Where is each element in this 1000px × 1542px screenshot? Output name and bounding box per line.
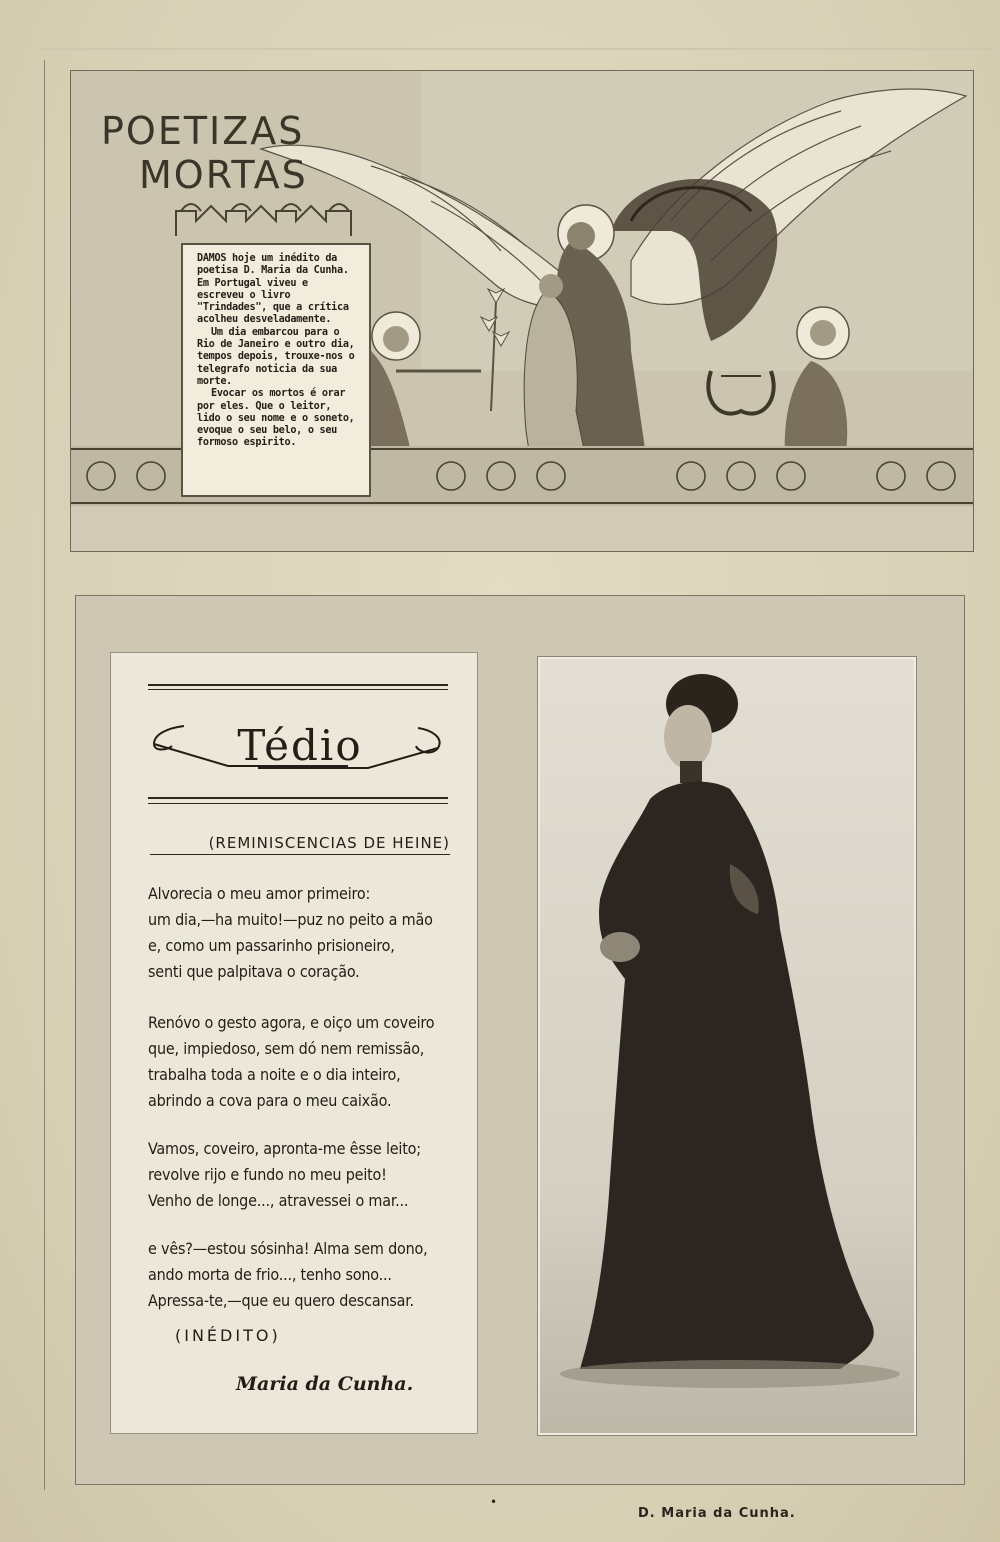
poem-line: ando morta de frio..., tenho sono... — [148, 1265, 392, 1284]
intro-paragraph: Evocar os mortos é orar por eles. Que o leitor, lido o seu nome e o soneto, evoque o seu belo, o seu formoso espirito. — [197, 388, 355, 449]
author-signature: Maria da Cunha. — [236, 1373, 414, 1395]
poem-line: Venho de longe..., atravessei o mar... — [148, 1191, 409, 1210]
poem-line: revolve rijo e fundo no meu peito! — [148, 1165, 387, 1184]
poem-line: trabalha toda a noite e o dia inteiro, — [148, 1065, 401, 1084]
stanza-3 — [148, 1136, 478, 1214]
top-rule-thin — [148, 689, 448, 690]
poem-line: Alvorecia o meu amor primeiro: — [148, 884, 371, 903]
stanza-2 — [148, 1010, 478, 1114]
poem-line: Renóvo o gesto agora, e oiço um coveiro — [148, 1013, 435, 1032]
stanza-4 — [148, 1236, 478, 1314]
portrait-photo — [538, 657, 916, 1435]
poem-line: e, como um passarinho prisioneiro, — [148, 936, 395, 955]
mid-rule-thin — [148, 803, 448, 804]
poem-line: abrindo a cova para o meu caixão. — [148, 1091, 392, 1110]
intro-paragraph: Um dia embarcou para o Rio de Janeiro e outro dia, tempos depois, trouxe-nos o telegrafo noticia da sua morte. — [197, 326, 355, 387]
header-illustration — [70, 70, 974, 552]
mid-rule — [148, 797, 448, 799]
top-edge — [40, 48, 995, 64]
header-title — [101, 109, 321, 197]
poem-line: e vês?—estou sósinha! Alma sem dono, — [148, 1239, 428, 1258]
page-mark: • — [490, 1495, 498, 1509]
intro-paragraph: DAMOS hoje um inédito da poetisa D. Maria da Cunha. Em Portugal viveu e escreveu o livro "Trindades", que a crítica acolheu desveladamente. — [197, 253, 349, 326]
intro-text-box — [181, 243, 371, 497]
top-rule — [148, 684, 448, 686]
woman-figure — [540, 659, 914, 1433]
margin-rule — [44, 60, 45, 1490]
unpublished-note: (INÉDITO) — [175, 1326, 281, 1345]
header-title-line2: MORTAS — [139, 153, 308, 197]
header-title-line1: POETIZAS — [101, 109, 305, 153]
poem-line: Apressa-te,—que eu quero descansar. — [148, 1291, 414, 1310]
poem-line: que, impiedoso, sem dó nem remissão, — [148, 1039, 425, 1058]
poem-subtitle: (REMINISCENCIAS DE HEINE) — [150, 834, 450, 855]
poem-line: um dia,—ha muito!—puz no peito a mão — [148, 910, 433, 929]
poem-title: Tédio — [237, 721, 363, 770]
poem-line: senti que palpitava o coração. — [148, 962, 360, 981]
stanza-1 — [148, 881, 478, 985]
portrait-caption: D. Maria da Cunha. — [638, 1506, 796, 1521]
poem-line: Vamos, coveiro, apronta-me êsse leito; — [148, 1139, 421, 1158]
